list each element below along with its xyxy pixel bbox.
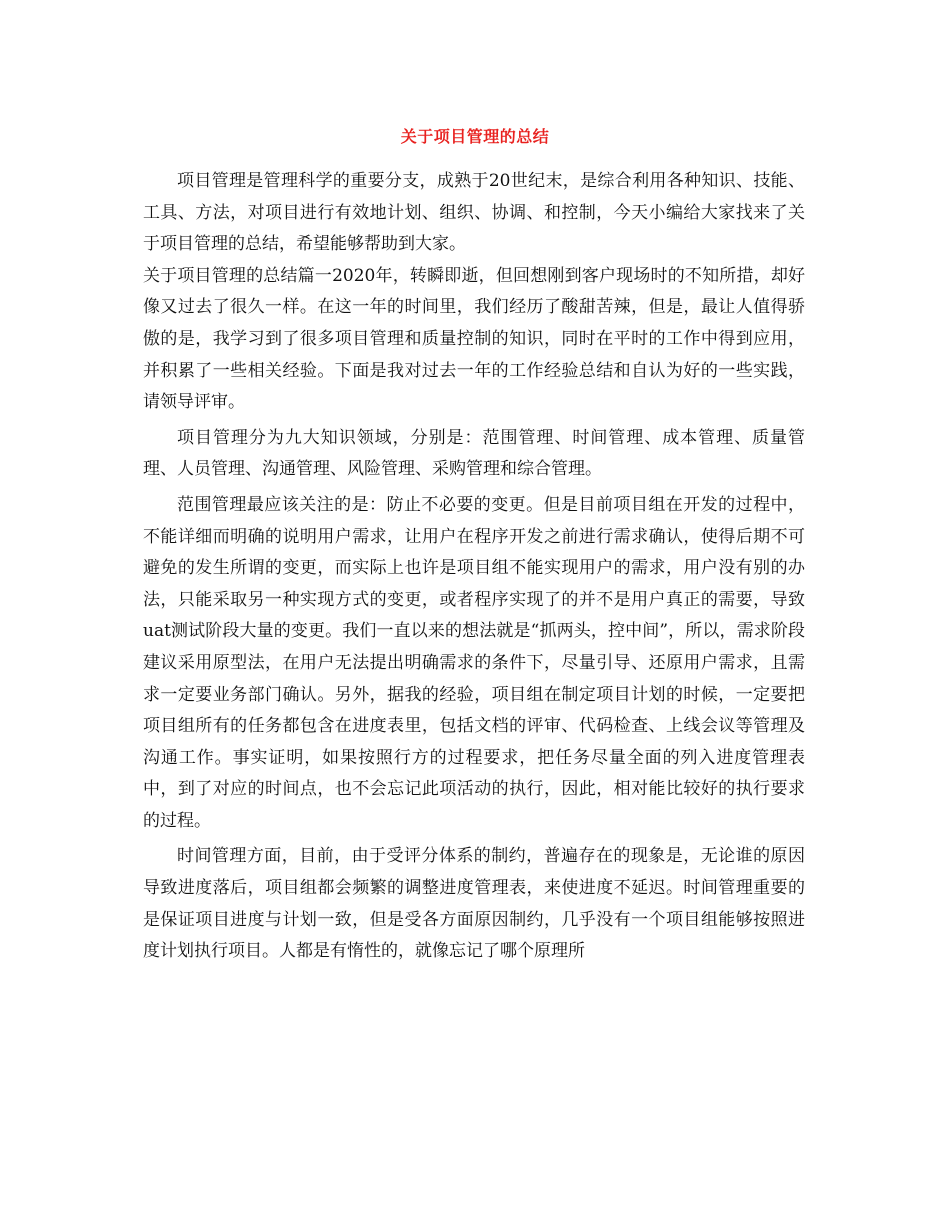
time-management-paragraph: 时间管理方面，目前，由于受评分体系的制约，普遍存在的现象是，无论谁的原因导致进度落后，项目组都会频繁的调整进度管理表，来使进度不延迟。时间管理重要的是保证项目进度与计划一致，但是受各方面原因制约，几乎没有一个项目组能够按照进度计划执行项目。人都是有惰性的，就像忘记了哪个原理所: [143, 846, 805, 962]
section-first-paragraph: [143, 261, 805, 419]
intro-paragraph: 项目管理是管理科学的重要分支，成熟于20世纪末，是综合利用各种知识、技能、工具、方法，对项目进行有效地计划、组织、协调、和控制，今天小编给大家找来了关于项目管理的总结，希望能够帮助到大家。: [143, 171, 805, 255]
document-body: [143, 166, 805, 968]
section-title: 关于项目管理的总结篇一: [143, 265, 333, 286]
document-title: 关于项目管理的总结: [400, 127, 550, 146]
section-first-text: 2020年，转瞬即逝，但回想刚到客户现场时的不知所措，却好像又过去了很久一样。在这一年的时间里，我们经历了酸甜苦辣，但是，最让人值得骄傲的是，我学习到了很多项目管理和质量控制的知识，同时在平时的工作中得到应用，并积累了一些相关经验。下面是我对过去一年的工作经验总结和自认为好的一些实践，请领导评审。: [143, 265, 806, 413]
knowledge-areas-paragraph: 项目管理分为九大知识领域，分别是：范围管理、时间管理、成本管理、质量管理、人员管理、沟通管理、风险管理、采购管理和综合管理。: [143, 427, 805, 480]
scope-management-paragraph: 范围管理最应该关注的是：防止不必要的变更。但是目前项目组在开发的过程中，不能详细而明确的说明用户需求，让用户在程序开发之前进行需求确认，使得后期不可避免的发生所谓的变更，而实际上也许是项目组不能实现用户的需求，用户没有别的办法，只能采取另一种实现方式的变更，或者程序实现了的并不是用户真正的需要，导致uat测试阶段大量的变更。我们一直以来的想法就是“抓两头，控中间”，所以，需求阶段建议采用原型法，在用户无法提出明确需求的条件下，尽量引导、还原用户需求，且需求一定要业务部门确认。另外，据我的经验，项目组在制定项目计划的时候，一定要把项目组所有的任务都包含在进度表里，包括文档的评审、代码检查、上线会议等管理及沟通工作。事实证明，如果按照行方的过程要求，把任务尽量全面的列入进度管理表中，到了对应的时间点，也不会忘记此项活动的执行，因此，相对能比较好的执行要求的过程。: [143, 494, 805, 831]
